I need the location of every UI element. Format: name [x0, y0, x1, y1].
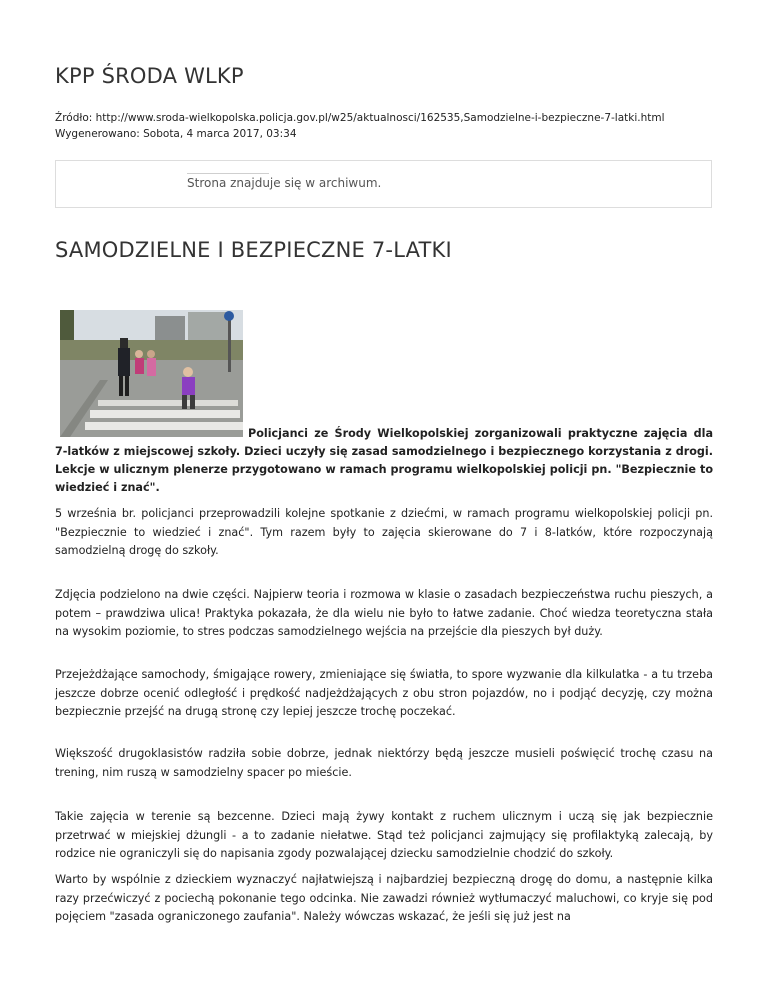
generated-date-line: Wygenerowano: Sobota, 4 marca 2017, 03:34	[55, 128, 297, 140]
article-lead-text: Policjanci ze Środy Wielkopolskiej zorganizowali praktyczne zajęcia dla 7-latków z miejscowej szkoły. Dzieci uczyły się zasad samodzielnego i bezpiecznego korzystania z drogi. Lekcje w ulicznym plenerze przygotowano w ramach programu wielkopolskiej policji pn. "Bezpiecznie to wiedzieć i znać".	[55, 427, 713, 494]
lead-indent	[55, 436, 248, 437]
archive-notice-text: Strona znajduje się w archiwum.	[187, 176, 382, 190]
article-title: SAMODZIELNE I BEZPIECZNE 7-LATKI	[55, 238, 452, 262]
source-meta	[55, 110, 665, 142]
source-url-line: Źródło: http://www.sroda-wielkopolska.policja.gov.pl/w25/aktualnosci/162535,Samodzielne-i-bezpieczne-7-latki.html	[55, 112, 665, 124]
article-photo	[60, 310, 243, 437]
article-paragraph: Takie zajęcia w terenie są bezcenne. Dzieci mają żywy kontakt z ruchem ulicznym i uczą się jak bezpiecznie przetrwać w miejskiej dżungli - a to zadanie niełatwe. Stąd też policjanci zajmujący się profilaktyką zalecają, by rodzice nie ograniczyli się do napisania zgody pozwalającej dziecku samodzielnie chodzić do szkoły.	[55, 810, 713, 860]
article-paragraph: Większość drugoklasistów radziła sobie dobrze, jednak niektórzy będą jeszcze musieli poświęcić trochę czasu na trening, nim ruszą w samodzielny spacer po mieście.	[55, 747, 713, 779]
photo-illustration	[60, 310, 243, 437]
article-paragraph: Zdjęcia podzielono na dwie części. Najpierw teoria i rozmowa w klasie o zasadach bezpieczeństwa ruchu pieszych, a potem – prawdziwa ulica! Praktyka pokazała, że dla wielu nie było to łatwe zadanie. Choć wiedza teoretyczna stała na wysokim poziomie, to stres podczas samodzielnego wejścia na przejście dla pieszych był duży.	[55, 588, 713, 638]
site-title: KPP ŚRODA WLKP	[55, 64, 244, 88]
article-paragraph: Przejeżdżające samochody, śmigające rowery, zmieniające się światła, to spore wyzwanie dla kilkulatka - a tu trzeba jeszcze dobrze ocenić odległość i prędkość nadjeżdżających z obu stron pojazdów, no i podjąć decyzję, czy można bezpiecznie przejść na drugą stronę czy lepiej jeszcze trochę poczekać.	[55, 668, 713, 718]
article-paragraph: 5 września br. policjanci przeprowadzili kolejne spotkanie z dziećmi, w ramach programu wielkopolskiej policji pn. "Bezpiecznie to wiedzieć i znać". Tym razem były to zajęcia skierowane do 7 i 8-latków, które rozpoczynają samodzielną drogę do szkoły.	[55, 507, 713, 557]
archive-divider	[187, 173, 269, 174]
archive-notice-box	[55, 160, 712, 208]
article-lead	[55, 425, 713, 497]
article-paragraph: Warto by wspólnie z dzieckiem wyznaczyć najłatwiejszą i najbardziej bezpieczną drogę do domu, a następnie kilka razy przećwiczyć z pociechą pokonanie tego odcinka. Nie zawadzi również wytłumaczyć maluchowi, co kryje się pod pojęciem "zasada ograniczonego zaufania". Należy wówczas wskazać, że jeśli się już jest na	[55, 873, 713, 923]
